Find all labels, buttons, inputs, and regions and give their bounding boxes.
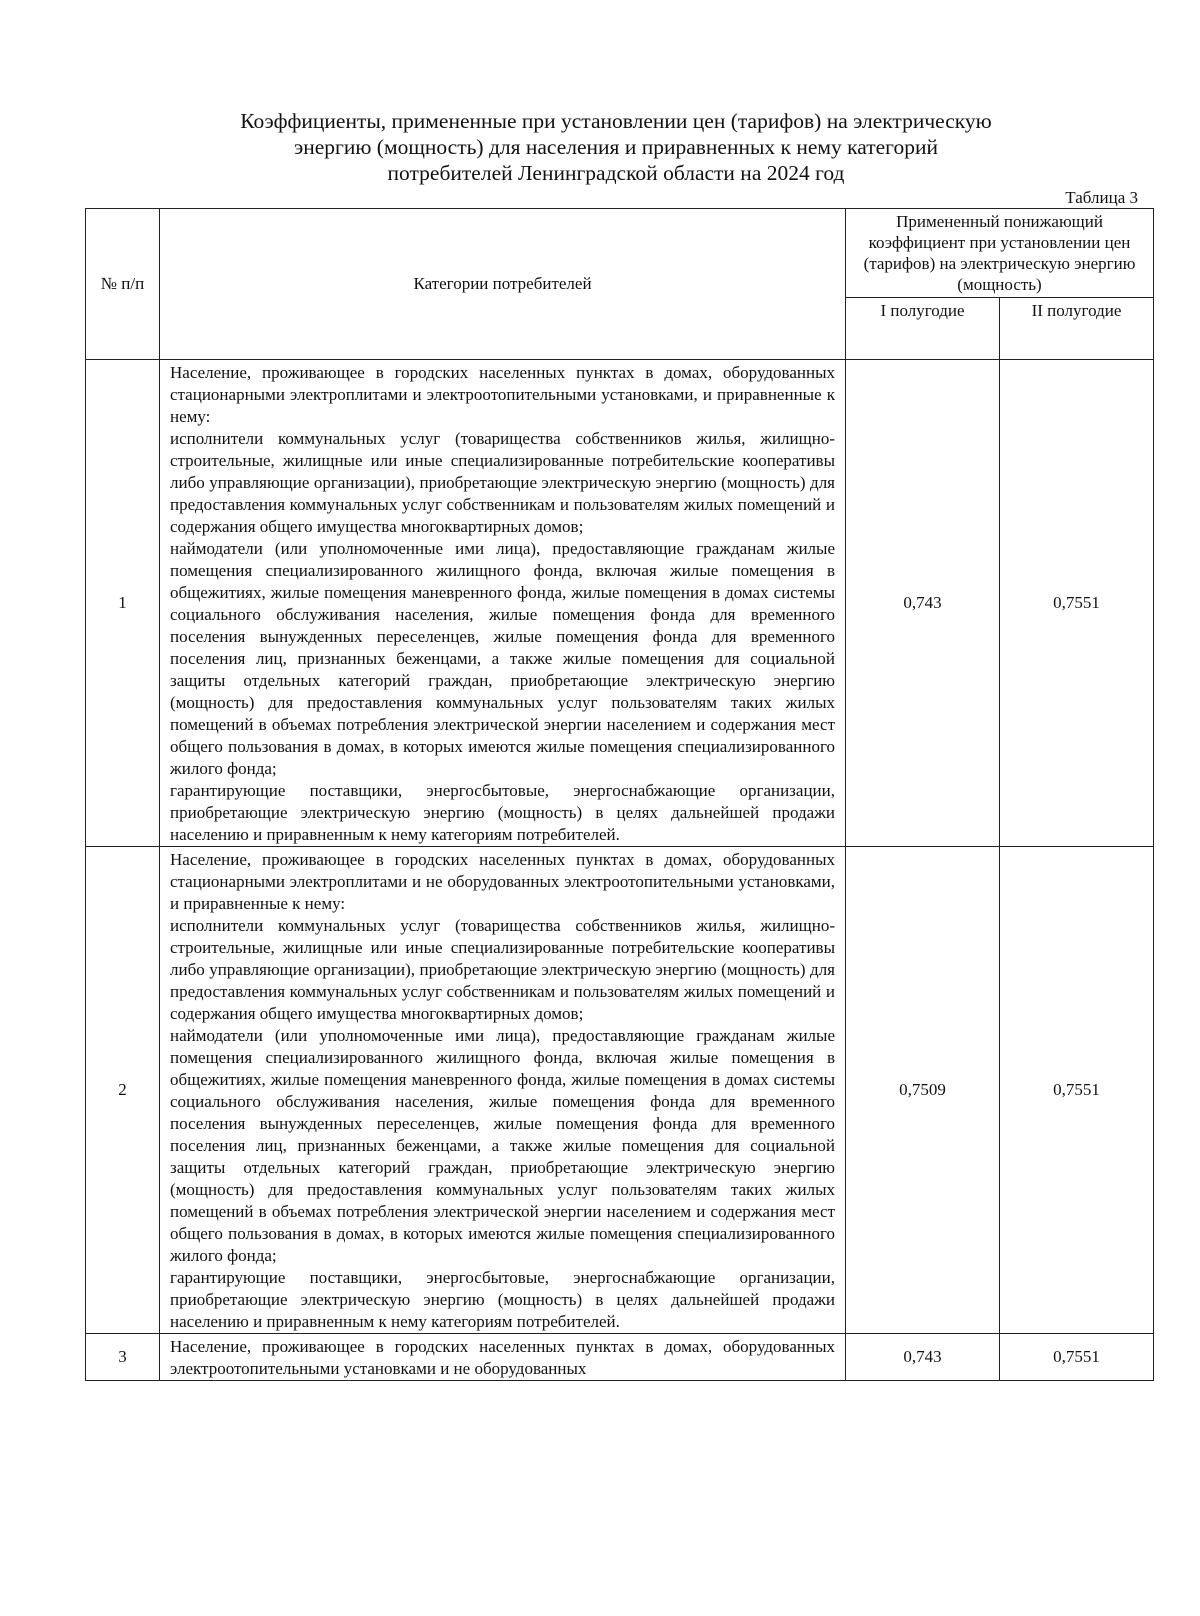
table-row — [86, 360, 1154, 847]
category-cell — [160, 847, 846, 1334]
row-number: 2 — [86, 847, 160, 1334]
document-title — [0, 108, 1200, 186]
title-line: энергию (мощность) для населения и приравненных к нему категорий — [294, 135, 938, 159]
category-paragraph: наймодатели (или уполномоченные ими лица), предоставляющие гражданам жилые помещения специализированного жилищного фонда, включая жилые помещения в общежитиях, жилые помещения маневренного фонда, жилые помещения в домах системы социального обслуживания населения, жилые помещения фонда для временного поселения вынужденных переселенцев, жилые помещения фонда для временного поселения лиц, признанных беженцами, а также жилые помещения для социальной защиты отдельных категорий граждан, приобретающие электрическую энергию (мощность) для предоставления коммунальных услуг пользователям таких жилых помещений в объемах потребления электрической энергии населением и содержания мест общего пользования в домах, в которых имеются жилые помещения специализированного жилого фонда; — [170, 1026, 835, 1265]
value-half1: 0,743 — [846, 360, 1000, 847]
header-half1: I полугодие — [846, 298, 1000, 360]
category-paragraph: исполнители коммунальных услуг (товарищества собственников жилья, жилищно-строительные, жилищные или иные специализированные потребительские кооперативы либо управляющие организации), приобретающие электрическую энергию (мощность) для предоставления коммунальных услуг собственникам и пользователям жилых помещений и содержания общего имущества многоквартирных домов; — [170, 916, 835, 1023]
category-paragraph: наймодатели (или уполномоченные ими лица), предоставляющие гражданам жилые помещения специализированного жилищного фонда, включая жилые помещения в общежитиях, жилые помещения маневренного фонда, жилые помещения в домах системы социального обслуживания населения, жилые помещения фонда для временного поселения вынужденных переселенцев, жилые помещения фонда для временного поселения лиц, признанных беженцами, а также жилые помещения для социальной защиты отдельных категорий граждан, приобретающие электрическую энергию (мощность) для предоставления коммунальных услуг пользователям таких жилых помещений в объемах потребления электрической энергии населением и содержания мест общего пользования в домах, в которых имеются жилые помещения специализированного жилого фонда; — [170, 539, 835, 778]
value-half2: 0,7551 — [1000, 847, 1154, 1334]
header-num: № п/п — [86, 209, 160, 360]
category-paragraph: исполнители коммунальных услуг (товарищества собственников жилья, жилищно-строительные, жилищные или иные специализированные потребительские кооперативы либо управляющие организации), приобретающие электрическую энергию (мощность) для предоставления коммунальных услуг собственникам и пользователям жилых помещений и содержания общего имущества многоквартирных домов; — [170, 429, 835, 536]
title-line: потребителей Ленинградской области на 2024 год — [387, 161, 845, 185]
category-paragraph: гарантирующие поставщики, энергосбытовые, энергоснабжающие организации, приобретающие электрическую энергию (мощность) в целях дальнейшей продажи населению и приравненным к нему категориям потребителей. — [170, 1268, 835, 1331]
table-row — [86, 1334, 1154, 1381]
header-row — [86, 209, 1154, 298]
category-paragraph: Население, проживающее в городских населенных пунктах в домах, оборудованных стационарными электроплитами и электроотопительными установками, и приравненные к нему: — [170, 363, 835, 426]
header-half2: II полугодие — [1000, 298, 1154, 360]
table-label: Таблица 3 — [1065, 188, 1138, 207]
category-paragraph: Население, проживающее в городских населенных пунктах в домах, оборудованных стационарными электроплитами и не оборудованных электроотопительными установками, и приравненные к нему: — [170, 850, 835, 913]
value-half1: 0,743 — [846, 1334, 1000, 1381]
coefficients-table — [85, 208, 1154, 1381]
value-half2: 0,7551 — [1000, 1334, 1154, 1381]
category-cell — [160, 1334, 846, 1381]
category-cell — [160, 360, 846, 847]
table-row — [86, 847, 1154, 1334]
row-number: 1 — [86, 360, 160, 847]
category-paragraph: гарантирующие поставщики, энергосбытовые, энергоснабжающие организации, приобретающие электрическую энергию (мощность) в целях дальнейшей продажи населению и приравненным к нему категориям потребителей. — [170, 781, 835, 844]
header-coefficient: Примененный понижающий коэффициент при установлении цен (тарифов) на электрическую энергию (мощность) — [846, 209, 1154, 298]
row-number: 3 — [86, 1334, 160, 1381]
value-half1: 0,7509 — [846, 847, 1000, 1334]
value-half2: 0,7551 — [1000, 360, 1154, 847]
category-paragraph: Население, проживающее в городских населенных пунктах в домах, оборудованных электроотопительными установками и не оборудованных — [170, 1337, 835, 1378]
category-cell-clip — [170, 1336, 835, 1380]
title-line: Коэффициенты, примененные при установлении цен (тарифов) на электрическую — [240, 109, 992, 133]
header-category: Категории потребителей — [160, 209, 846, 360]
